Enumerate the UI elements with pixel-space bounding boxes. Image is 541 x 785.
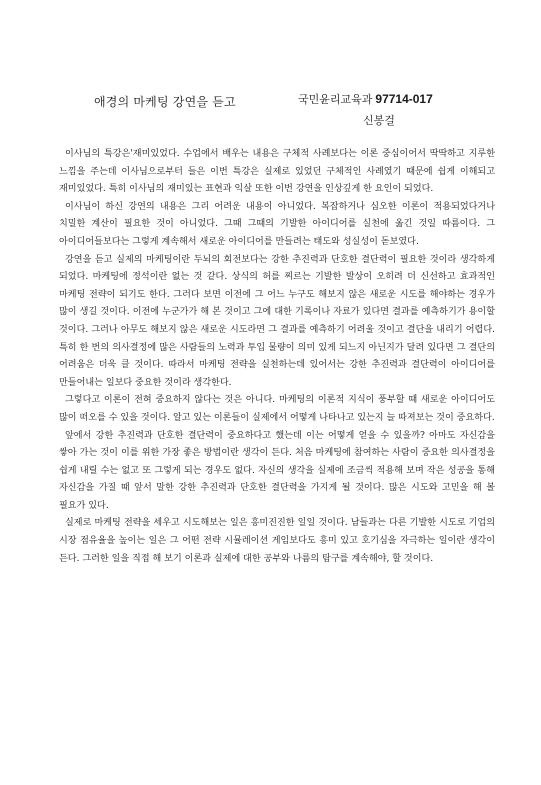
department-name: 국민윤리교육과 [298, 93, 373, 106]
paragraph-6: 실제로 마케팅 전략을 세우고 시도해보는 일은 흥미진진한 일일 것이다. 남들과는 다른 기발한 시도로 기업의 시장 점유율을 높이는 일은 그 어떤 전략 시뮬레이션 게임보다도 흥미 있고 호기심을 자극하는 일이란 생각이 든다. 그러한 일을 직접 해 보기 이론과 실제에 대한 공부와 나름의 탐구를 계속해야, 할 것이다. [59, 518, 495, 564]
paragraph-5: 앞에서 강한 추진력과 단호한 결단력이 중요하다고 했는데 이는 어떻게 얻을 수 있을까? 아마도 자신감을 쌓아 가는 것이 이를 위한 가장 좋은 방법이란 생각이 든다. 처음 마케팅에 참여하는 사람이 중요한 의사결정을 쉽게 내릴 수는 없고 또 그렇게 되는 경우도 없다. 자신의 생각을 실제에 조금씩 적용해 보며 작은 성공을 통해 자신감을 가질 때 앞서 말한 강한 추진력과 단호한 결단력을 가지게 될 것이다. 많은 시도와 고민을 해 볼 필요가 있다. [59, 430, 495, 511]
paragraph-4: 그렇다고 이론이 전혀 중요하지 않다는 것은 아니다. 마케팅의 이론적 지식이 풍부할 때 새로운 아이디어도 많이 떠오를 수 있을 것이다. 알고 있는 이론들이 실제에서 어떻게 나타나고 있는지 늘 따져보는 것이 중요하다. [59, 395, 495, 423]
author-affiliation [298, 91, 433, 107]
paragraph-1: 이사님의 특강은'재미있었다. 수업에서 배우는 내용은 구체적 사례보다는 이론 중심이어서 딱딱하고 지루한 느낌을 주는데 이사님으로부터 들은 이번 특강은 실제로 있었던 구체적인 사례였기 때문에 쉽게 이해되고 재미있었다. 특히 이사님의 재미있는 표현과 익살 또한 이번 강연을 인상깊게 한 요인이 되었다. [59, 149, 495, 195]
student-id: 97714-017 [375, 92, 433, 106]
author-name: 신봉걸 [363, 114, 395, 127]
paragraph-2: 이사님이 하신 강연의 내용은 그리 어려운 내용이 아니었다. 복잡하거나 심오한 이론이 적용되었다거나 치밀한 계산이 필요한 것이 아니었다. 그때 그때의 기발한 아이디어를 실천에 옮긴 것일 따름이다. 그 아이디어들보다는 그렇게 계속해서 새로운 아이디어를 만들려는 태도와 성실성이 돋보였다. [59, 201, 495, 247]
document-body [59, 146, 495, 568]
paragraph-3: 강연을 듣고 실제의 마케팅이란 두뇌의 회전보다는 강한 추진력과 단호한 결단력이 필요한 것이라 생각하게 되었다. 마케팅에 정석이란 없는 것 같다. 상식의 허를 찌르는 기발한 발상이 오히려 더 신선하고 효과적인 마케팅 전략이 되기도 한다. 그러다 보면 이전에 그 어느 누구도 해보지 않은 새로운 시도를 해야하는 경우가 많이 생길 것이다. 이전에 누군가가 해 본 것이고 그에 대한 기록이나 자료가 있다면 결과를 예측하기가 용이할 것이다. 그러나 아무도 해보지 않은 새로운 시도라면 그 결과를 예측하기 어려울 것이고 결단을 내리기 어렵다. 특히 한 번의 의사결정에 많은 사람들의 노력과 투입 물량이 의미 있게 되느지 아닌지가 달려 있다면 그 결단의 어려움은 더욱 클 것이다. 따라서 마케팅 전략을 실천하는데 있어서는 강한 추진력과 결단력이 아이디어를 만들어내는 일보다 중요한 것이라 생각한다. [59, 254, 495, 388]
document-title: 애경의 마케팅 강연을 듣고 [94, 95, 236, 109]
